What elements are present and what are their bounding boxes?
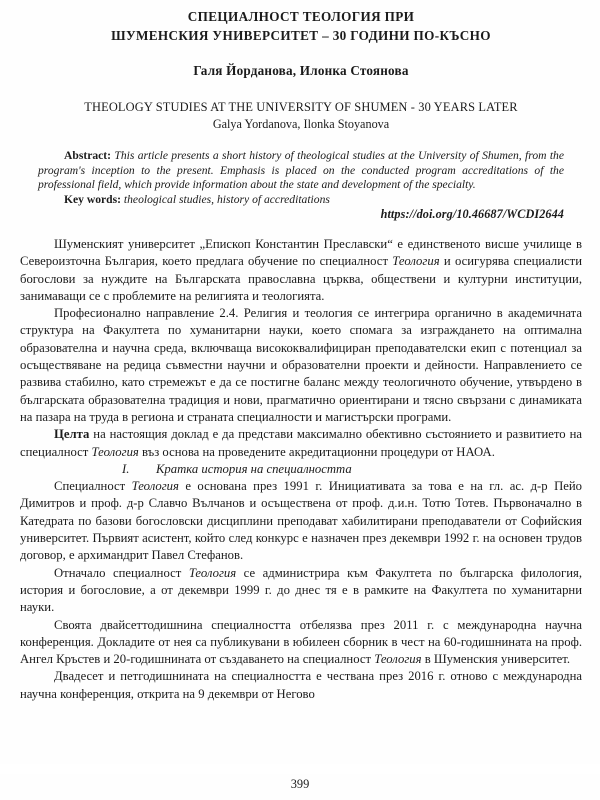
page-title-english: THEOLOGY STUDIES AT THE UNIVERSITY OF SHUMEN - 30 YEARS LATER <box>84 100 518 114</box>
paragraph-6-emphasis: Теология <box>374 652 422 667</box>
paragraph-5-part-1: Отначало специалност <box>54 565 189 580</box>
paragraph-4-part-2: е основана през 1991 г. Инициативата за това е на гл. ас. д-р Пейо Димитров и проф. д-р Славчо Вълчанов и осъществена от проф. д.и.н. Тотю Тотев. Първоначално в Катедрата по базови богословски дисциплини преподават хабилитирани преподаватели от Софийския университет. Първият асистент, който след конкурс е назначен през декември 1992 г. на основен трудов договор, е архимандрит Павел Стефанов. <box>20 479 582 563</box>
paragraph-5-part-2: се администрира към Факултета по българска филология, история и богословие, а от декември 1999 г. до днес тя е в рамките на Факултета по хуманитарни науки. <box>20 565 582 615</box>
keywords-label: Key words: <box>64 192 121 206</box>
body-paragraph-2: Професионално направление 2.4. Религия и теология се интегрира органично в академичната структура на Факултета по хуманитарни науки, което спомага за изграждането на оптимална образователна и научна среда, включваща висококвалифициран преподавателски екип с потенциал за осъществяване на редица съвместни научни и образователни проекти и дейности. Направлението се развива стабилно, като стремежът е да се постигне баланс между теологичното обучение, утвърдено в българската образователна традиция и нови, прагматично ориентирани и тясно свързани с динамиката на пазара на труда в региона и страната специалности и магистърски програми. <box>20 306 582 424</box>
abstract-section <box>38 149 564 222</box>
paragraph-3-part-1: на настоящия доклад е да представи максимално обективно състоянието и развитието на специалност <box>20 427 582 459</box>
paragraph-3-lead: Целта <box>54 427 90 442</box>
body-paragraph-3 <box>20 426 582 461</box>
paragraph-5-emphasis: Теология <box>188 565 237 580</box>
page-bottom-mask <box>0 764 600 774</box>
body-paragraph-6 <box>20 617 582 669</box>
body-content <box>20 236 582 703</box>
body-paragraph-1 <box>20 236 582 305</box>
authors-english: Galya Yordanova, Ilonka Stoyanova <box>212 117 390 131</box>
keywords-text: theological studies, history of accreditations <box>123 192 330 206</box>
paragraph-1-emphasis: Теология <box>392 254 440 269</box>
page-number: 399 <box>290 777 310 791</box>
paragraph-3-part-2: въз основа на проведените акредитационни процедури от НАОА. <box>138 444 495 459</box>
page-title-bulgarian <box>20 6 582 45</box>
section-heading <box>20 461 582 478</box>
section-title: Кратка история на специалността <box>156 461 352 476</box>
body-paragraph-5 <box>20 565 582 617</box>
abstract-paragraph <box>38 149 564 193</box>
paragraph-1-part-2: и осигурява специалисти богослови за нуждите на Българската православна църква, обществени и културни институции, занимаващи се с проблемите на религията и теологията. <box>20 254 582 303</box>
abstract-label: Abstract: <box>64 149 112 162</box>
doi-link[interactable]: https://doi.org/10.46687/WCDI2644 <box>380 207 564 222</box>
paragraph-1-part-1: Шуменският университет „Епископ Константин Преславски“ е единственото висше училище в Североизточна България, което предлага обучение по специалност <box>20 236 582 269</box>
keywords-paragraph <box>38 193 564 208</box>
page-title-bulgarian-line1: СПЕЦИАЛНОСТ ТЕОЛОГИЯ ПРИ <box>187 9 415 24</box>
paragraph-6-part-2: в Шуменския университет. <box>421 652 571 667</box>
body-paragraph-4 <box>20 478 582 564</box>
paragraph-3-emphasis: Теология <box>91 444 139 459</box>
section-number: I. <box>122 461 130 476</box>
paragraph-6-part-1: Своята двайсеттодишнина специалността отбелязва през 2011 г. с международна научна конференция. Докладите от нея са публикувани в юбилеен сборник в чест на 60-годишнината на проф. Ангел Кръстев и 20-годишнината от създаването на специалност <box>20 617 582 667</box>
paragraph-4-emphasis: Теология <box>131 479 179 494</box>
abstract-text: This article presents a short history of theological studies at the University of Shumen, from the program's inception to the present. Emphasis is placed on the conducted program accreditations of the professional field, which provide information about the state and development of the specialty. <box>38 149 565 192</box>
body-paragraph-7: Двадесет и петгодишнината на специалността е честванa през 2016 г. отново с международна научна конференция, открита на 9 декември от Негово <box>20 669 582 701</box>
authors-bulgarian: Галя Йорданова, Илонка Стоянова <box>193 63 409 78</box>
page-title-bulgarian-line2: ШУМЕНСКИЯ УНИВЕРСИТЕТ – 30 ГОДИНИ ПО-КЪСНО <box>111 27 491 43</box>
paragraph-4-part-1: Специалност <box>54 479 132 494</box>
